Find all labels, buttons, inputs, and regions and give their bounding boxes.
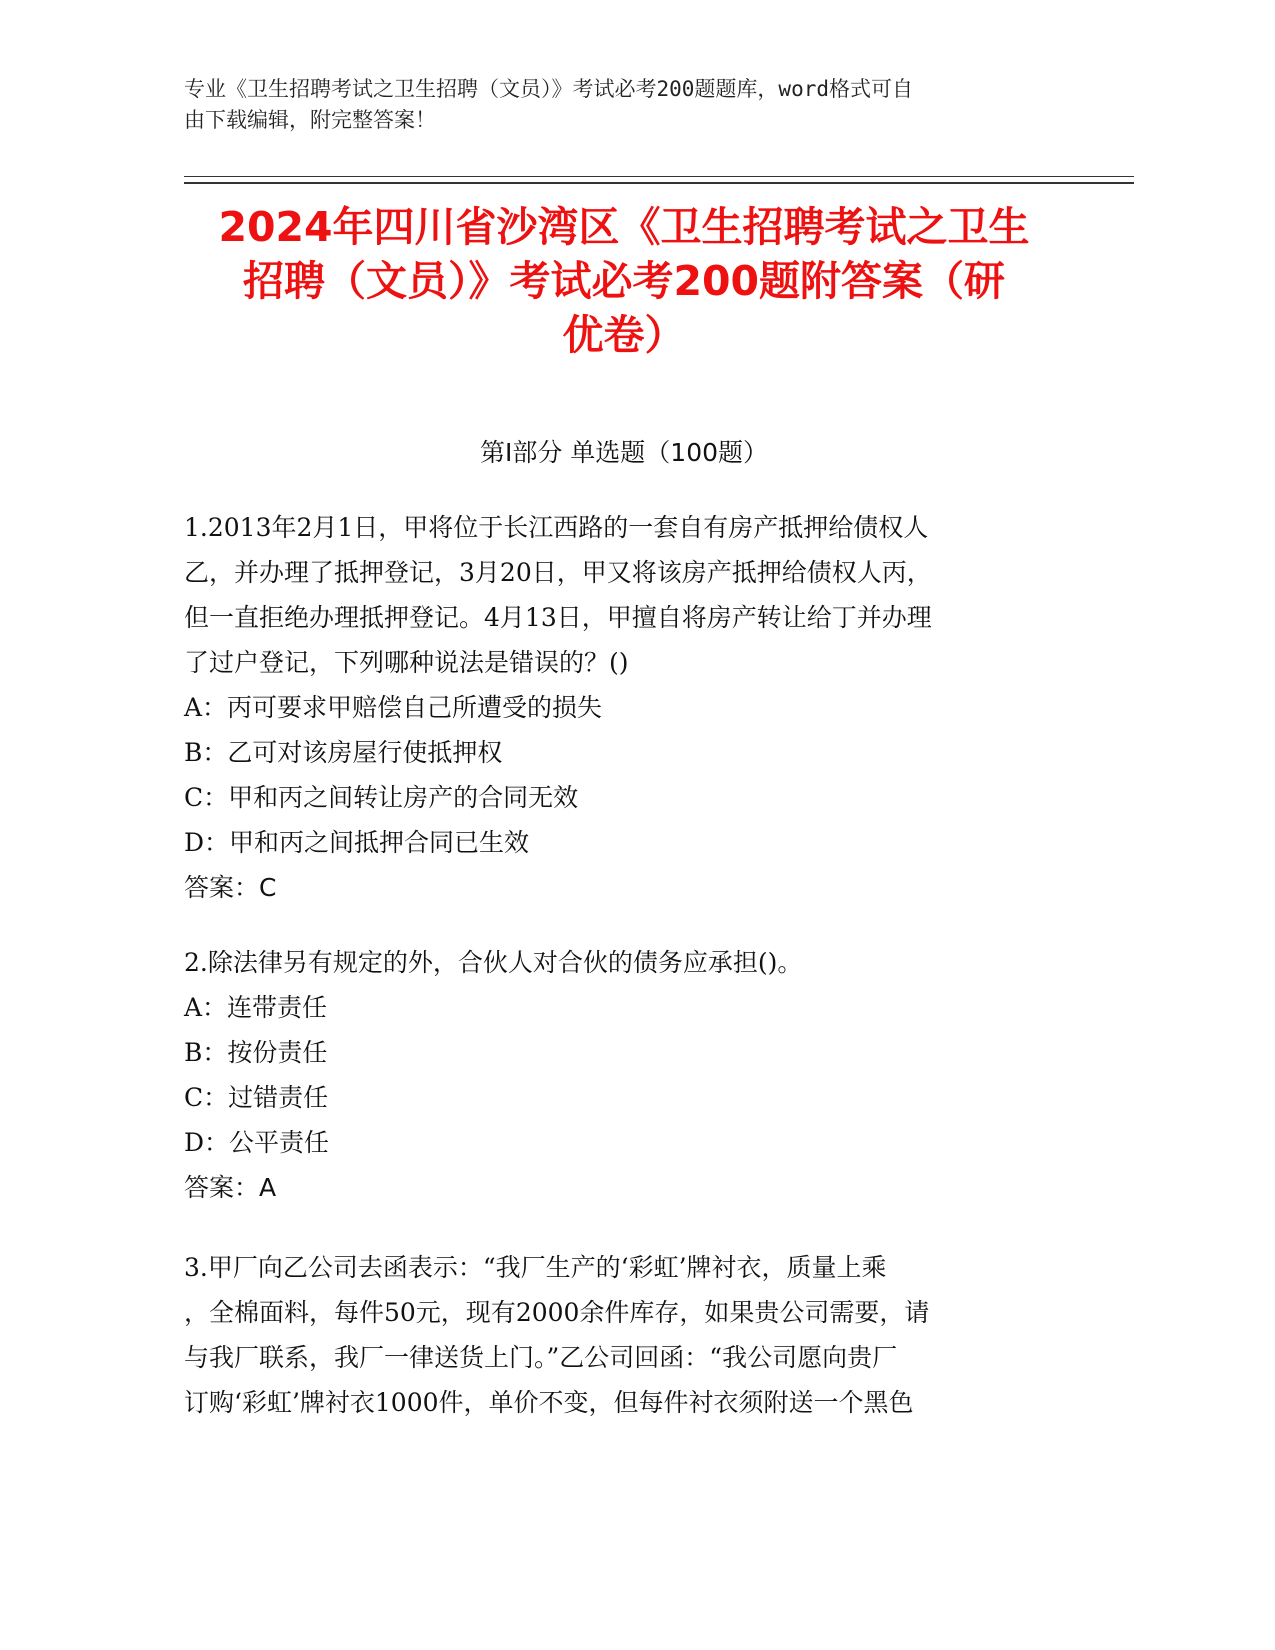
header-divider-thin xyxy=(184,176,1134,177)
option-d: D：公平责任 xyxy=(184,1128,330,1157)
answer-label: 答案：C xyxy=(184,873,277,902)
question-stem-line: 1.2013年2月1日，甲将位于长江西路的一套自有房产抵押给债权人 xyxy=(184,513,929,542)
title-line: 优卷） xyxy=(562,311,686,359)
option-a: A：丙可要求甲赔偿自己所遭受的损失 xyxy=(184,693,603,722)
question-stem-line: 2.除法律另有规定的外，合伙人对合伙的债务应承担()。 xyxy=(184,948,803,977)
document-intro xyxy=(184,74,1084,136)
question-item xyxy=(184,1245,1064,1425)
section-heading: 第I部分 单选题（100题） xyxy=(479,438,769,467)
question-stem-line: 乙，并办理了抵押登记，3月20日，甲又将该房产抵押给债权人丙， xyxy=(184,558,932,587)
option-d: D：甲和丙之间抵押合同已生效 xyxy=(184,828,530,857)
question-item xyxy=(184,940,1064,1210)
question-stem-line: 订购‘彩虹’牌衬衣1000件，单价不变，但每件衬衣须附送一个黑色 xyxy=(184,1388,914,1417)
title-line: 2024年四川省沙湾区《卫生招聘考试之卫生 xyxy=(218,203,1030,251)
document-title xyxy=(184,200,1064,362)
option-b: B：按份责任 xyxy=(184,1038,328,1067)
question-stem-line: ，全棉面料，每件50元，现有2000余件库存，如果贵公司需要，请 xyxy=(184,1298,930,1327)
answer-label: 答案：A xyxy=(184,1173,277,1202)
option-a: A：连带责任 xyxy=(184,993,328,1022)
question-item xyxy=(184,505,1064,910)
intro-line: 由下载编辑，附完整答案！ xyxy=(184,108,436,132)
intro-line: 专业《卫生招聘考试之卫生招聘（文员）》考试必考200题题库，word格式可自 xyxy=(184,77,913,101)
option-c: C：甲和丙之间转让房产的合同无效 xyxy=(184,783,579,812)
question-stem-line: 与我厂联系，我厂一律送货上门。”乙公司回函：“我公司愿向贵厂 xyxy=(184,1343,898,1372)
header-divider-thick xyxy=(184,182,1134,184)
question-stem-line: 了过户登记，下列哪种说法是错误的？() xyxy=(184,648,629,677)
option-c: C：过错责任 xyxy=(184,1083,329,1112)
question-stem-line: 3.甲厂向乙公司去函表示：“我厂生产的‘彩虹’牌衬衣，质量上乘 xyxy=(184,1253,887,1282)
option-b: B：乙可对该房屋行使抵押权 xyxy=(184,738,503,767)
question-stem-line: 但一直拒绝办理抵押登记。4月13日，甲擅自将房产转让给丁并办理 xyxy=(184,603,932,632)
title-line: 招聘（文员）》考试必考200题附答案（研 xyxy=(242,257,1006,305)
